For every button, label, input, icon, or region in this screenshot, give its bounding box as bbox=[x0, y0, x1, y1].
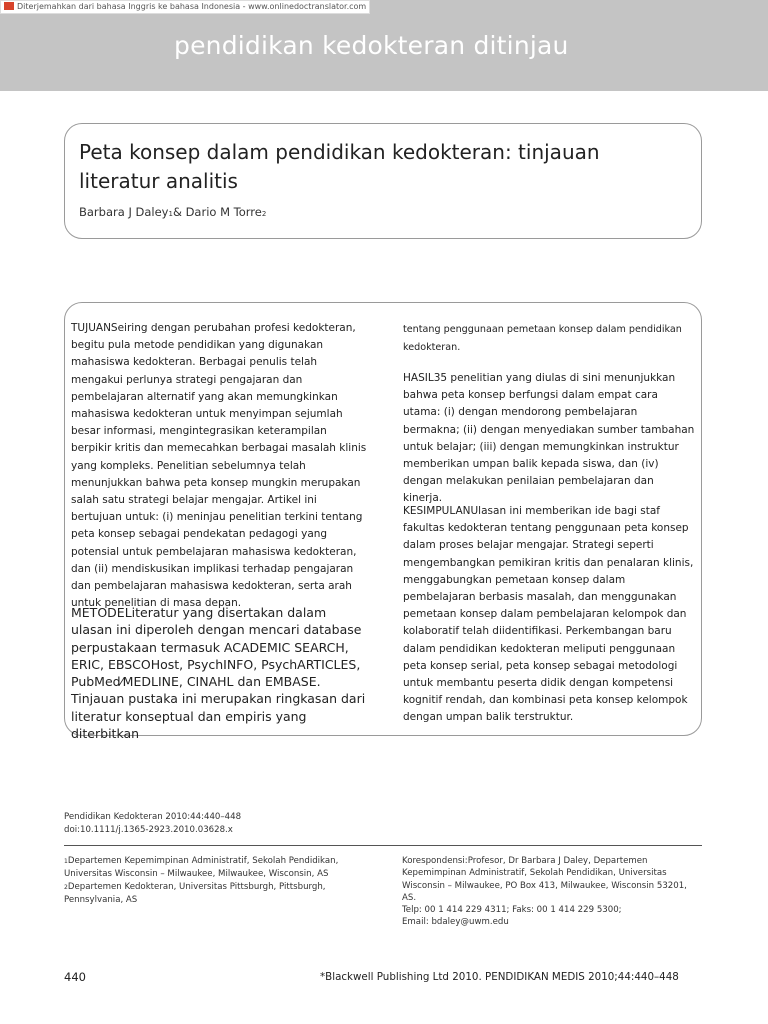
correspondence-text: Profesor, Dr Barbara J Daley, Departemen Kepemimpinan Administratif, Sekolah Pendidikan, Universitas Wisconsin – Milwaukee, PO Box 413, Milwaukee, Wisconsin 53201, AS. bbox=[402, 856, 687, 903]
author-line bbox=[79, 205, 266, 219]
affiliation-mark: 2 bbox=[64, 883, 68, 891]
abstract-results bbox=[403, 370, 695, 508]
citation bbox=[64, 811, 241, 837]
affiliation-mark: 1 bbox=[64, 858, 68, 865]
section-text: Literatur yang disertakan dalam ulasan ini diperoleh dengan mencari database perpustakaan termasuk ACADEMIC SEARCH, ERIC, EBSCOHost, PsychINFO, PsychARTICLES, PubMed⁄MEDLINE, CINAHL dan EMBASE. Tinjauan pustaka ini merupakan ringkasan dari literatur konseptual dan empiris yang diterbitkan bbox=[71, 605, 366, 742]
section-text: 35 penelitian yang diulas di sini menunjukkan bahwa peta konsep berfungsi dalam empat cara utama: (i) dengan mendorong pembelajaran bermakna; (ii) dengan menyediakan sumber tambahan untuk belajar; (iii) dengan memungkinkan instruktur memberikan umpan balik kepada siswa, dan (iv) dengan melakukan penilaian pembelajaran dan kinerja. bbox=[403, 372, 695, 505]
footnote-divider bbox=[64, 845, 702, 846]
abstract-purpose bbox=[71, 320, 367, 612]
abstract-box bbox=[64, 302, 702, 742]
citation-journal: Pendidikan Kedokteran 2010:44:440–448 bbox=[64, 812, 242, 822]
author-name: Dario M Torre bbox=[185, 205, 262, 219]
correspondence-phone: Telp: 00 1 414 229 4311; Faks: 00 1 414 229 5300; bbox=[402, 905, 622, 916]
translator-bar[interactable] bbox=[0, 0, 370, 14]
author-affiliation-mark: 2 bbox=[261, 210, 267, 218]
citation-doi: doi:10.1111/j.1365-2923.2010.03628.x bbox=[64, 825, 233, 835]
abstract-methods-continued: tentang penggunaan pemetaan konsep dalam pendidikan kedokteran. bbox=[403, 324, 682, 353]
correspondence bbox=[402, 855, 702, 929]
page-number: 440 bbox=[64, 970, 86, 984]
section-label: TUJUAN bbox=[71, 322, 111, 334]
section-text: Seiring dengan perubahan profesi kedokteran, begitu pula metode pendidikan yang digunakan mahasiswa kedokteran. Berbagai penulis telah mengakui perlunya strategi pengajaran dan pembelajaran alternatif yang akan memungkinkan mahasiswa kedokteran untuk menyimpan sejumlah besar informasi, mengintegrasikan keterampilan berpikir kritis dan memecahkan berbagai masalah klinis yang kompleks. Penelitian sebelumnya telah menunjukkan bahwa peta konsep mungkin merupakan salah satu strategi belajar mengajar. Artikel ini bertujuan untuk: (i) meninjau penelitian terkini tentang peta konsep sebagai pendekatan pedagogi yang potensial untuk pembelajaran mahasiswa kedokteran, dan (ii) mendiskusikan implikasi terhadap pengajaran dan pembelajaran mahasiswa kedokteran, serta arah untuk penelitian di masa depan. bbox=[71, 322, 367, 610]
translator-logo-icon bbox=[4, 2, 14, 10]
affiliation-text: Departemen Kedokteran, Universitas Pittsburgh, Pittsburgh, Pennsylvania, AS bbox=[64, 881, 326, 905]
affiliation-item bbox=[64, 881, 364, 907]
correspondence-label: Korespondensi: bbox=[402, 856, 468, 866]
author-name: Barbara J Daley bbox=[79, 205, 169, 219]
section-text: Ulasan ini memberikan ide bagi staf fakultas kedokteran tentang penggunaan peta konsep dalam proses belajar mengajar. Strategi seperti mengembangkan pemikiran kritis dan penalaran klinis, menggabungkan pemetaan konsep dalam pembelajaran berbasis masalah, dan menggunakan pemetaan konsep dalam pembelajaran kelompok dan kolaboratif telah diidentifikasi. Perkembangan baru dalam pendidikan kedokteran meliputi penggunaan peta konsep serial, peta konsep sebagai metodologi untuk membantu peserta didik dengan kompetensi kognitif rendah, dan kombinasi peta konsep kelompok dengan umpan balik terstruktur. bbox=[403, 505, 694, 724]
section-label: KESIMPULAN bbox=[403, 505, 471, 517]
abstract-conclusions bbox=[403, 503, 699, 727]
correspondence-address bbox=[402, 855, 702, 904]
affiliation-item bbox=[64, 855, 364, 881]
section-label: HASIL bbox=[403, 372, 434, 384]
publisher-line: *Blackwell Publishing Ltd 2010. PENDIDIKAN MEDIS 2010;44:440–448 bbox=[320, 971, 679, 983]
abstract-methods bbox=[71, 604, 369, 742]
article-title: Peta konsep dalam pendidikan kedokteran: tinjauan literatur analitis bbox=[79, 140, 600, 193]
journal-name: pendidikan kedokteran ditinjau bbox=[174, 31, 569, 60]
correspondence-email[interactable]: Email: bdaley@uwm.edu bbox=[402, 917, 509, 928]
author-separator: & bbox=[172, 205, 186, 219]
title-box bbox=[64, 123, 702, 239]
affiliation-text: Departemen Kepemimpinan Administratif, Sekolah Pendidikan, Universitas Wisconsin – Milwaukee, Milwaukee, Wisconsin, AS bbox=[64, 856, 339, 880]
section-label: METODE bbox=[71, 605, 125, 620]
translator-bar-text: Diterjemahkan dari bahasa Inggris ke bahasa Indonesia - www.onlinedoctranslator.com bbox=[17, 2, 367, 11]
affiliations bbox=[64, 855, 364, 906]
author-affiliation-mark: 1 bbox=[168, 210, 173, 218]
